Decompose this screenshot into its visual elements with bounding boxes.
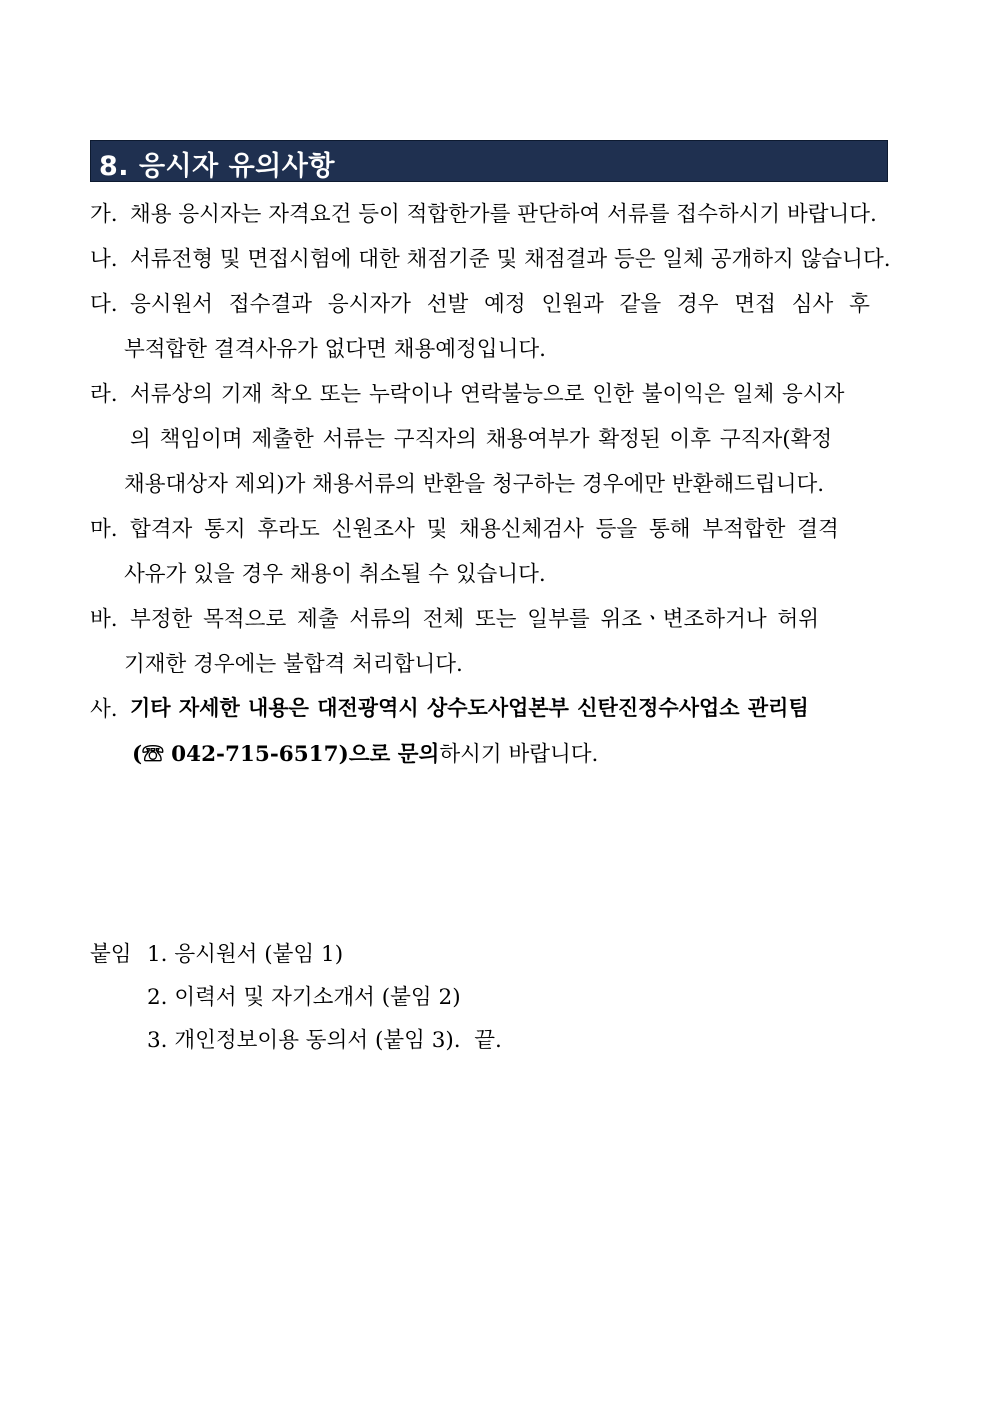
item-ma-line-1: 합격자 통지 후라도 신원조사 및 채용신체검사 등을 통해 부적합한 결격 [130,517,839,542]
item-da-line-2: 부적합한 결격사유가 없다면 채용예정입니다. [124,337,546,362]
item-ra-line-3: 채용대상자 제외)가 채용서류의 반환을 청구하는 경우에만 반환해드립니다. [124,472,825,497]
item-prefix-ba: 바. [90,607,118,632]
item-ra-line-2: 의 책임이며 제출한 서류는 구직자의 채용여부가 확정된 이후 구직자(확정 [130,427,833,452]
section-title: 8. 응시자 유의사항 [99,151,335,182]
item-prefix-na: 나. [90,247,118,272]
item-prefix-sa: 사. [90,697,118,722]
item-da-line-1: 응시원서 접수결과 응시자가 선발 예정 인원과 같을 경우 면접 심사 후 [130,292,870,317]
attachment-item-1: 1. 응시원서 (붙임 1) [147,942,344,967]
item-prefix-da: 다. [90,292,118,317]
item-sa-line-2 [132,737,598,768]
item-ra-line-1: 서류상의 기재 착오 또는 누락이나 연락불능으로 인한 불이익은 일체 응시자 [130,382,845,407]
item-ma-line-2: 사유가 있을 경우 채용이 취소될 수 있습니다. [124,562,546,587]
item-sa-line-2-rest: 하시기 바랍니다. [439,742,599,767]
item-ba-line-2: 기재한 경우에는 불합격 처리합니다. [124,652,463,677]
attachments-label: 붙임 [90,942,132,967]
contact-phone-text: (☏ 042-715-6517)으로 문의 [132,742,440,767]
item-ga-line-1: 채용 응시자는 자격요건 등이 적합한가를 판단하여 서류를 접수하시기 바랍니다. [130,202,877,227]
item-prefix-ga: 가. [90,202,118,227]
item-prefix-ra: 라. [90,382,118,407]
item-ba-line-1: 부정한 목적으로 제출 서류의 전체 또는 일부를 위조ㆍ변조하거나 허위 [130,607,819,632]
attachment-item-3: 3. 개인정보이용 동의서 (붙임 3). 끝. [147,1028,502,1053]
item-prefix-ma: 마. [90,517,118,542]
section-header [90,140,888,182]
item-sa-line-1: 기타 자세한 내용은 대전광역시 상수도사업본부 신탄진정수사업소 관리팀 [130,695,809,720]
item-na-line-1: 서류전형 및 면접시험에 대한 채점기준 및 채점결과 등은 일체 공개하지 않습니다. [130,247,891,272]
attachment-item-2: 2. 이력서 및 자기소개서 (붙임 2) [147,985,461,1010]
